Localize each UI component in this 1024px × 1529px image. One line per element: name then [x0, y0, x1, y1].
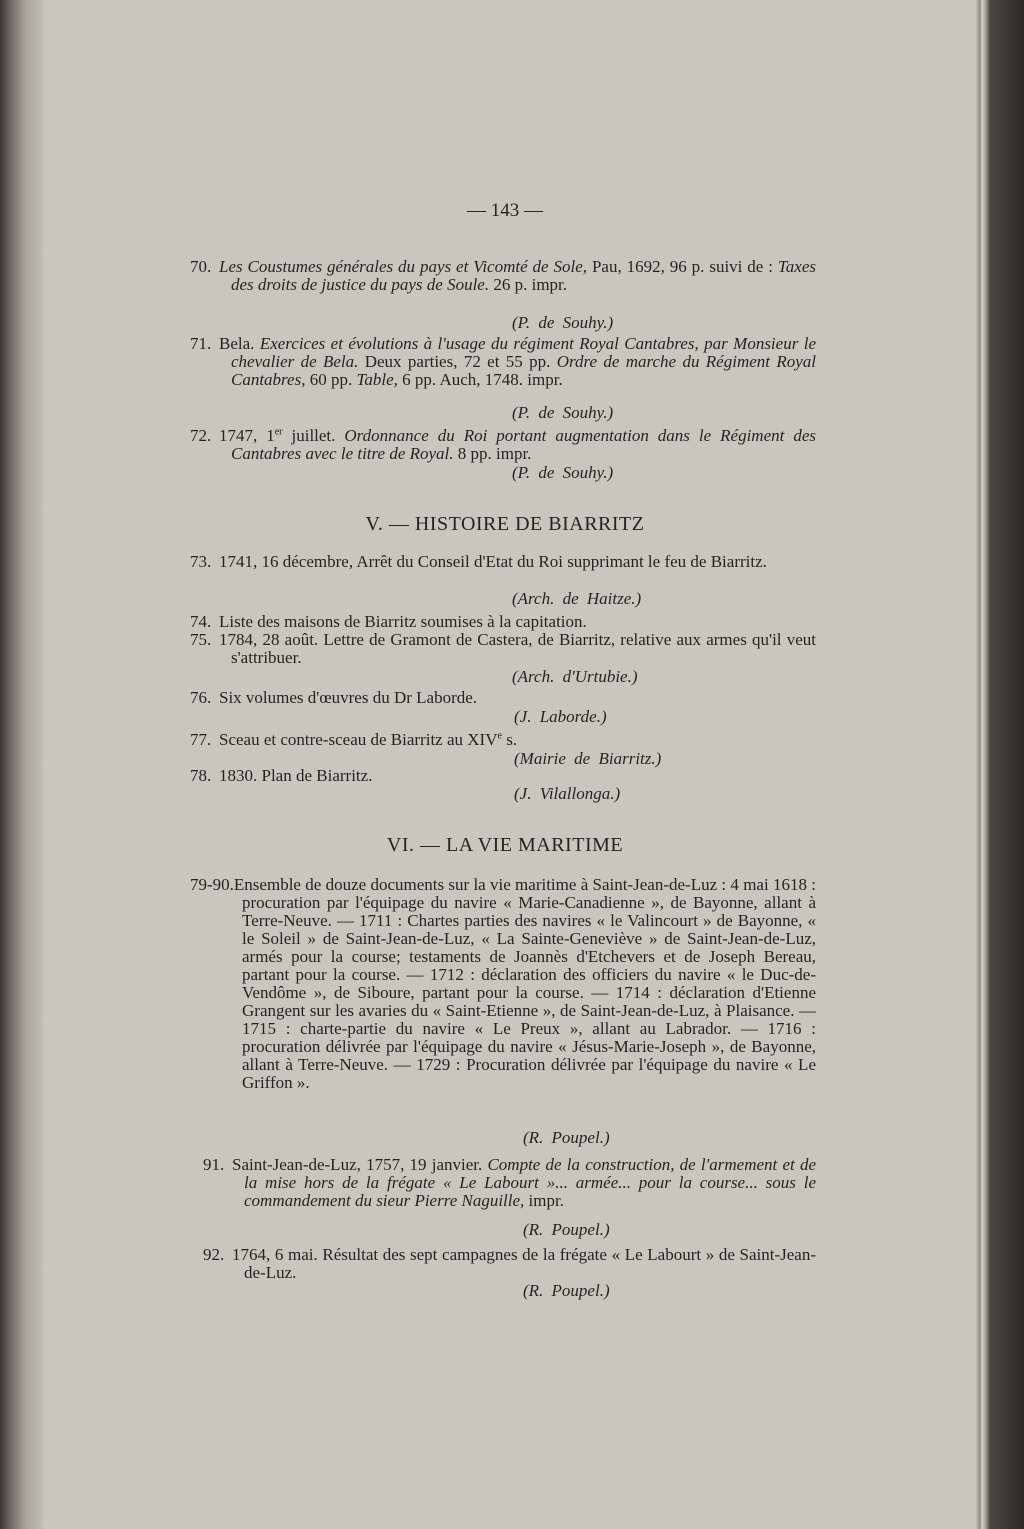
- entry-text: Pau, 1692, 96 p. suivi de :: [587, 257, 778, 276]
- entry-text: 1747, 1: [219, 426, 275, 445]
- entry-text: Bela.: [219, 334, 260, 353]
- entry-number: 79-90.: [190, 875, 234, 894]
- catalog-entry-92: [203, 1246, 816, 1282]
- entry-title: Compte de la construction, de l'armement et de la mise hors de la frégate « Le Labourt »... armée... pour la course... sous le commandement du sieur Pierre Naguille,: [244, 1155, 816, 1210]
- catalog-entry-73: [190, 553, 816, 571]
- catalog-entry-78: [190, 767, 816, 785]
- entry-source: (J. Vilallonga.): [514, 784, 621, 803]
- entry-source: (R. Poupel.): [523, 1281, 610, 1300]
- entry-source: (P. de Souhy.): [512, 463, 614, 482]
- entry-text: 6 pp. Auch, 1748. impr.: [397, 370, 563, 389]
- section-heading-histoire-de-biarritz: V. — HISTOIRE DE BIARRITZ: [365, 513, 645, 535]
- entry-text: impr.: [524, 1191, 564, 1210]
- entry-title: Exercices et évolutions à l'usage du régiment Royal Cantabres, par Monsieur le chevalier de Bela.: [231, 334, 816, 371]
- entry-text: 1741, 16 décembre, Arrêt du Conseil d'Etat du Roi supprimant le feu de Biarritz.: [219, 552, 767, 571]
- entry-source: (Mairie de Biarritz.): [514, 749, 662, 768]
- catalog-entry-76: [190, 689, 816, 707]
- entry-text: Six volumes d'œuvres du Dr Laborde.: [219, 688, 478, 707]
- entry-title: Table,: [356, 370, 398, 389]
- catalog-entry-71: [190, 335, 816, 389]
- entry-source: (R. Poupel.): [523, 1220, 610, 1239]
- entry-number: 70.: [190, 257, 212, 276]
- entry-number: 72.: [190, 426, 212, 445]
- superscript: e: [497, 730, 502, 742]
- entry-text: 8 pp. impr.: [453, 444, 532, 463]
- entry-text: Ensemble de douze documents sur la vie maritime à Saint-Jean-de-Luz : 4 mai 1618 : procuration par l'équipage du navire « Marie-Canadienne », de Bayonne, allant à Terre-Neuve. — 1711 : Chartes parties des navires « le Valincourt » de Bayonne, « le Soleil » de Saint-Jean-de-Luz, « La Sainte-Geneviève » de Saint-Jean-de-Luz, armés pour la course; testaments de Joannès d'Etchevers et de Joseph Bereau, partant pour la course. — 1712 : déclaration des officiers du navire « le Duc-de-Vendôme », de Siboure, partant pour la course. — 1714 : déclaration d'Etienne Grangent sur les avaries du « Saint-Etienne », de Saint-Jean-de-Luz, à Plaisance. — 1715 : charte-partie du navire « Le Preux », allant au Labrador. — 1716 : procuration délivrée par l'équipage du navire « Jésus-Marie-Joseph », de Bayonne, allant à Terre-Neuve. — 1729 : Procuration délivrée par l'équipage du navire « Le Griffon ».: [233, 875, 816, 1092]
- entry-source: (R. Poupel.): [523, 1128, 610, 1147]
- entry-text: Sceau et contre-sceau de Biarritz au XIV: [219, 730, 498, 749]
- entry-title: Taxes des droits de justice du pays de Soule.: [231, 257, 816, 294]
- entry-number: 92.: [203, 1245, 225, 1264]
- entry-title: Ordre de marche du Régiment Royal Cantabres,: [231, 352, 816, 389]
- entry-text: Liste des maisons de Biarritz soumises à la capitation.: [219, 612, 587, 631]
- entry-text: 60 pp.: [305, 370, 357, 389]
- catalog-entry-77: [190, 731, 816, 749]
- entry-text: juillet.: [282, 426, 345, 445]
- entry-source: (Arch. d'Urtubie.): [512, 667, 638, 686]
- entry-title: Les Coustumes générales du pays et Vicomté de Sole,: [219, 257, 588, 276]
- entry-text: Deux parties, 72 et 55 pp.: [358, 352, 557, 371]
- entry-title: Ordonnance du Roi portant augmentation dans le Régiment des Cantabres avec le titre de Royal.: [231, 426, 816, 463]
- entry-text: 1830. Plan de Biarritz.: [219, 766, 373, 785]
- entry-number: 73.: [190, 552, 212, 571]
- entry-text: s.: [501, 730, 518, 749]
- entry-number: 71.: [190, 334, 212, 353]
- entry-text: 1784, 28 août. Lettre de Gramont de Castera, de Biarritz, relative aux armes qu'il veut s'attribuer.: [219, 630, 816, 667]
- entry-text: 1764, 6 mai. Résultat des sept campagnes de la frégate « Le Labourt » de Saint-Jean-de-Luz.: [232, 1245, 816, 1282]
- entry-number: 91.: [203, 1155, 225, 1174]
- entry-number: 75.: [190, 630, 212, 649]
- page-number: — 143 —: [467, 200, 543, 221]
- entry-number: 74.: [190, 612, 212, 631]
- catalog-entry-72: [190, 427, 816, 463]
- catalog-entry-91: [203, 1156, 816, 1210]
- entry-number: 76.: [190, 688, 212, 707]
- entry-text: Saint-Jean-de-Luz, 1757, 19 janvier.: [232, 1155, 488, 1174]
- superscript: er: [274, 426, 283, 438]
- catalog-entry-70: [190, 258, 816, 294]
- catalog-entry-74: [190, 613, 816, 631]
- book-gutter-shadow: [0, 0, 44, 1529]
- page-edge: [976, 0, 1024, 1529]
- entry-source: (Arch. de Haitze.): [512, 589, 642, 608]
- entry-source: (J. Laborde.): [514, 707, 607, 726]
- catalog-entry-79-90: [190, 876, 816, 1092]
- entry-number: 78.: [190, 766, 212, 785]
- entry-number: 77.: [190, 730, 212, 749]
- catalog-entry-75: [190, 631, 816, 667]
- section-heading-la-vie-maritime: VI. — LA VIE MARITIME: [386, 834, 624, 856]
- entry-text: 26 p. impr.: [489, 275, 568, 294]
- entry-source: (P. de Souhy.): [512, 313, 614, 332]
- entry-source: (P. de Souhy.): [512, 403, 614, 422]
